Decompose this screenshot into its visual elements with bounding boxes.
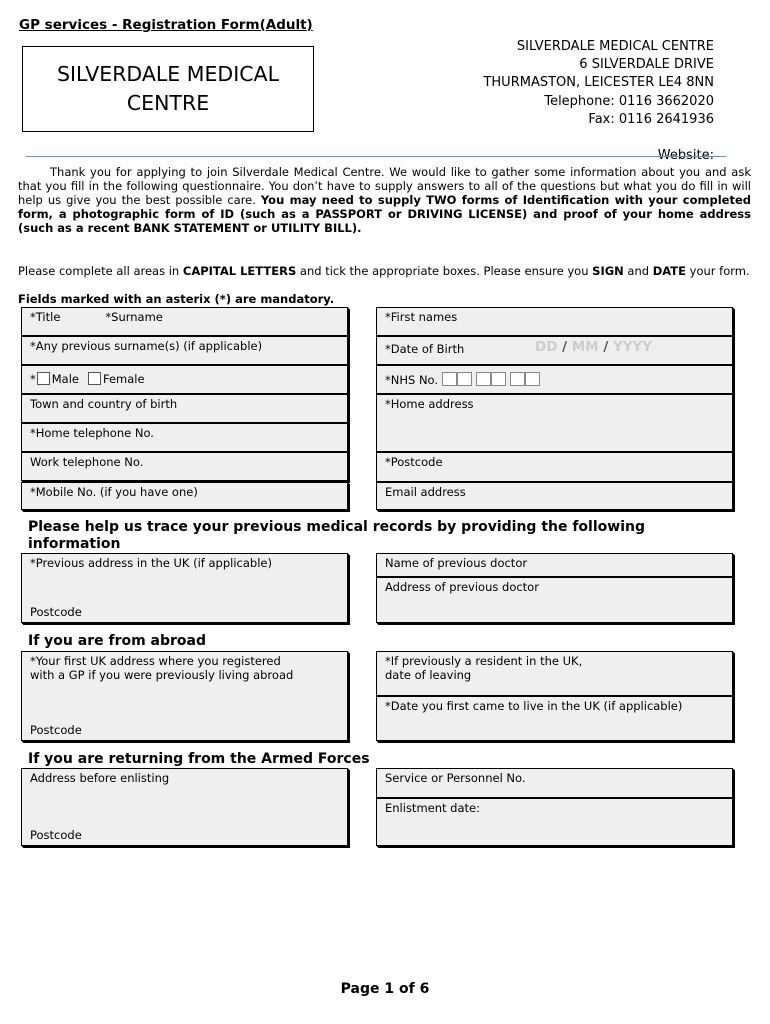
nhs-digit-box[interactable] <box>510 372 525 386</box>
armed-forces-heading: If you are returning from the Armed Forces <box>28 751 370 767</box>
intro-paragraph <box>18 165 751 235</box>
male-checkbox[interactable] <box>37 372 50 385</box>
telephone-line: Telephone: 0116 3662020 <box>544 93 714 109</box>
instruction-text: Please complete all areas in <box>18 264 183 278</box>
previous-doctor-field[interactable] <box>376 553 733 577</box>
previous-doctor-label: Name of previous doctor <box>385 556 528 570</box>
first-names-label: *First names <box>385 310 458 324</box>
nhs-number-label: *NHS No. <box>385 373 439 387</box>
instruction-emphasis: CAPITAL LETTERS <box>182 264 297 278</box>
abroad-postcode-label: Postcode <box>30 723 82 737</box>
mobile-field[interactable] <box>21 482 348 510</box>
sex-required-mark: * <box>30 372 36 386</box>
previous-address-field[interactable] <box>21 553 348 623</box>
title-label: *Title <box>30 310 61 324</box>
header-divider <box>26 156 726 157</box>
home-address-field[interactable] <box>376 394 733 452</box>
instruction-text: and tick the appropriate boxes. Please ensure you <box>296 264 593 278</box>
address-line: SILVERDALE MEDICAL CENTRE <box>516 39 714 54</box>
trace-records-heading <box>28 519 645 552</box>
previous-doctor-address-label: Address of previous doctor <box>385 580 539 594</box>
previous-postcode-label: Postcode <box>30 605 82 619</box>
address-before-enlisting-field[interactable] <box>21 768 348 846</box>
date-of-leaving-label: *If previously a resident in the UK, <box>385 654 583 668</box>
date-came-to-uk-field[interactable] <box>376 696 733 741</box>
postcode-label: *Postcode <box>385 455 443 469</box>
town-of-birth-field[interactable] <box>21 394 348 423</box>
nhs-digit-box[interactable] <box>457 372 472 386</box>
trace-heading-line: information <box>28 535 121 552</box>
nhs-digit-box[interactable] <box>442 372 457 386</box>
service-number-label: Service or Personnel No. <box>385 771 526 785</box>
sex-field <box>21 365 348 394</box>
fax-line: Fax: 0116 2641936 <box>588 111 714 127</box>
instruction-text: your form. <box>686 264 750 278</box>
date-came-to-uk-label: *Date you first came to live in the UK (if applicable) <box>385 699 683 713</box>
address-line: THURMASTON, LEICESTER LE4 8NN <box>483 75 714 91</box>
email-field[interactable] <box>376 482 733 510</box>
instruction-emphasis: DATE <box>652 264 686 278</box>
id-requirement-text: You may need to supply TWO forms of Identification with your completed form, a photographic form of ID (such as a PASSPORT or DRIVING LICENSE) and proof of your home address (such as a recent BANK STATEMENT or UTILITY BILL). <box>18 193 751 236</box>
dob-separator: / <box>603 339 609 355</box>
previous-doctor-address-field[interactable] <box>376 577 733 623</box>
nhs-digit-box[interactable] <box>491 372 506 386</box>
nhs-digit-box[interactable] <box>476 372 491 386</box>
dob-day: DD <box>535 339 558 355</box>
document-title: GP services - Registration Form(Adult) <box>19 17 313 33</box>
first-uk-address-label: *Your first UK address where you registered <box>30 654 281 668</box>
practice-address <box>483 38 714 164</box>
postcode-field[interactable] <box>376 452 733 482</box>
work-telephone-field[interactable] <box>21 452 348 481</box>
date-of-leaving-field[interactable] <box>376 651 733 696</box>
previous-address-label: *Previous address in the UK (if applicable) <box>30 556 272 570</box>
practice-logo-box <box>22 46 314 132</box>
previous-surname-label: *Any previous surname(s) (if applicable) <box>30 339 263 353</box>
home-telephone-field[interactable] <box>21 423 348 452</box>
first-uk-address-field[interactable] <box>21 651 348 741</box>
logo-line-2: CENTRE <box>126 91 210 115</box>
mobile-label: *Mobile No. (if you have one) <box>30 485 198 499</box>
first-uk-address-label: with a GP if you were previously living abroad <box>30 668 294 682</box>
date-of-birth-field[interactable] <box>376 336 733 365</box>
from-abroad-heading: If you are from abroad <box>28 633 207 649</box>
instructions-paragraph <box>18 264 751 278</box>
dob-separator: / <box>562 339 568 355</box>
instruction-emphasis: SIGN <box>592 264 624 278</box>
nhs-digit-box[interactable] <box>525 372 540 386</box>
date-of-leaving-label: date of leaving <box>385 668 472 682</box>
town-of-birth-label: Town and country of birth <box>30 397 178 411</box>
nhs-number-field <box>376 365 733 394</box>
female-checkbox[interactable] <box>88 372 101 385</box>
previous-surname-field[interactable] <box>21 336 348 365</box>
logo-line-1: SILVERDALE MEDICAL <box>56 62 280 86</box>
email-label: Email address <box>385 485 466 499</box>
home-telephone-label: *Home telephone No. <box>30 426 154 440</box>
female-label: Female <box>103 372 145 386</box>
dob-month: MM <box>571 339 599 355</box>
armed-postcode-label: Postcode <box>30 828 82 842</box>
address-before-enlisting-label: Address before enlisting <box>30 771 170 785</box>
instruction-text: and <box>623 264 653 278</box>
trace-heading-line: Please help us trace your previous medical records by providing the following <box>28 519 645 535</box>
first-names-field[interactable] <box>376 307 733 336</box>
enlistment-date-label: Enlistment date: <box>385 801 480 815</box>
date-of-birth-placeholder <box>535 340 652 354</box>
date-of-birth-label: *Date of Birth <box>385 342 465 356</box>
intro-text: Thank you for applying to join Silverdale Medical Centre. We would like to gather some information about you and ask that you fill in the following questionnaire. You don’t have to supply answers to all of the questions but what you do fill in will help us give you the best possible care. <box>18 165 751 208</box>
page-number: Page 1 of 6 <box>340 981 430 997</box>
surname-label: *Surname <box>105 310 163 324</box>
website-line: Website: <box>657 148 714 164</box>
home-address-label: *Home address <box>385 397 474 411</box>
service-number-field[interactable] <box>376 768 733 798</box>
address-line: 6 SILVERDALE DRIVE <box>579 57 714 73</box>
title-surname-field[interactable] <box>21 307 348 336</box>
enlistment-date-field[interactable] <box>376 798 733 846</box>
work-telephone-label: Work telephone No. <box>30 455 144 469</box>
male-label: Male <box>51 372 79 386</box>
mandatory-note: Fields marked with an asterix (*) are mandatory. <box>18 292 335 306</box>
dob-year: YYYY <box>612 339 653 355</box>
